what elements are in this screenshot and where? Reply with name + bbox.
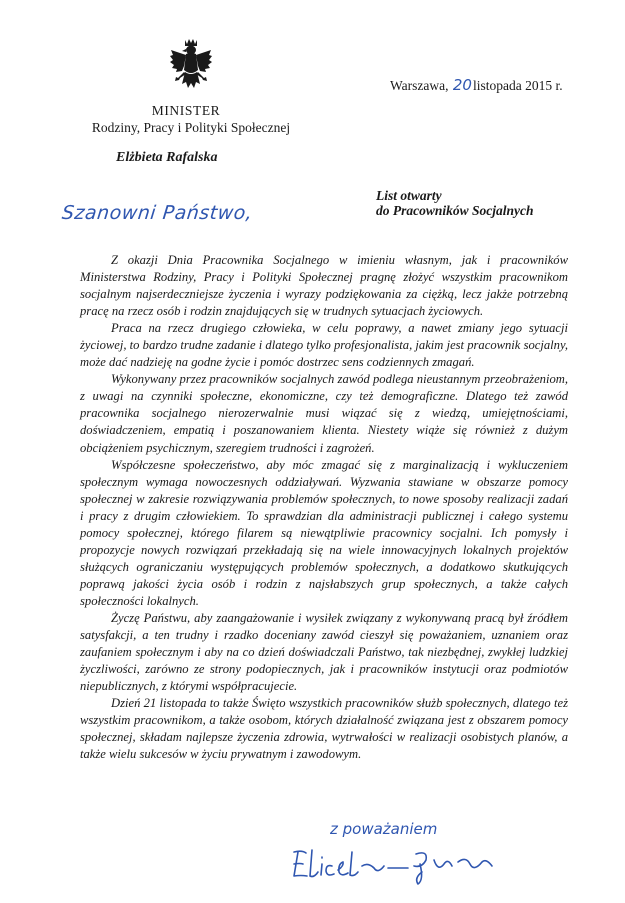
letter-paragraph: Dzień 21 listopada to także Święto wszystkich pracowników służb społecznych, dlatego też wszystkim pracownikom, a także osobom, których działalność związana jest z obszarem pomocy społecznej, składam najlepsze życzenia zdrowia, wytrwałości w realizacji osobistych planów, a także wielu sukcesów w życiu prywatnym i zawodowym.: [80, 696, 568, 762]
letter-paragraph: Z okazji Dnia Pracownika Socjalnego w imieniu własnym, jak i pracowników Ministerstwa Rodziny, Pracy i Polityki Społecznej pragnę złożyć wszystkim pracownikom socjalnym najserdeczniejsze życzenia i wyrazy podziękowania za ciężką, lecz jakże potrzebną pracę na rzecz osób i rodzin znajdujących się w trudnych sytuacjach życiowych.: [80, 253, 568, 319]
letter-body: [80, 252, 568, 763]
letter-date: [390, 76, 563, 94]
date-place: Warszawa,: [390, 78, 449, 93]
date-day-handwritten: 20: [452, 76, 472, 94]
minister-name: Elżbieta Rafalska: [116, 150, 218, 165]
minister-title: MINISTER: [151, 103, 221, 118]
letter-paragraph: Praca na rzecz drugiego człowieka, w celu poprawy, a nawet zmiany jego sytuacji życiowej, to bardzo trudne zadanie i dlatego tylko profesjonalista, jakim jest pracownik socjalny, może dać nadzieję na godne życie i pomóc dostrzec sens codziennych zmagań.: [80, 321, 568, 370]
handwritten-signature: [288, 842, 518, 886]
letter-type: List otwarty: [376, 188, 442, 203]
handwritten-greeting: Szanowni Państwo,: [60, 202, 254, 224]
date-rest: listopada 2015 r.: [472, 78, 563, 93]
letter-paragraph: Współczesne społeczeństwo, aby móc zmagać się z marginalizacją i wykluczeniem społecznym wymaga nowoczesnych oddziaływań. Wyzwania stawiane w obszarze pomocy społecznej w zakresie rozwiązywania problemów społecznych, to nowe sposoby realizacji zadań i pracy z drugim człowiekiem. To sprawdzian dla administracji publicznej i całego systemu pomocy społecznej, którego filarem są niewątpliwie pracownicy socjalni. Ich pomysły i propozycje nowych rozwiązań przekładają się na wiele innowacyjnych lokalnych projektów służących ograniczaniu występujących problemów społecznych, a dodatkowo skutkujących poprawą jakości życia osób i rodzin z najsłabszych grup społecznych, a także całych społeczności lokalnych.: [80, 457, 568, 608]
ministry-name: Rodziny, Pracy i Polityki Społecznej: [91, 120, 291, 135]
handwritten-closing: z poważaniem: [330, 820, 438, 838]
letter-addressee: do Pracowników Socjalnych: [376, 203, 534, 218]
polish-eagle-emblem-icon: [168, 36, 214, 96]
letter-paragraph: Wykonywany przez pracowników socjalnych zawód podlega nieustannym przeobrażeniom, z uwagi na czynniki społeczne, ekonomiczne, czy też demograficzne. Dlatego też zawód pracownika socjalnego nierozerwalnie musi wiązać się z wiedzą, umiejętnościami, doświadczeniem, empatią i poszanowaniem klienta. Niestety wiąże się również z dużym obciążeniem psychicznym, szeregiem trudności i zagrożeń.: [80, 372, 568, 455]
letter-paragraph: Życzę Państwu, aby zaangażowanie i wysiłek związany z wykonywaną pracą był źródłem satysfakcji, a ten trudny i rzadko doceniany zawód cieszył się poważaniem, uznaniem oraz zaufaniem społecznym i aby na co dzień doświadczali Państwo, tak niezbędnej, zwykłej ludzkiej życzliwości, zarówno ze strony podopiecznych, jak i pracowników instytucji oraz podmiotów niepublicznych, z którymi współpracujecie.: [80, 610, 568, 694]
